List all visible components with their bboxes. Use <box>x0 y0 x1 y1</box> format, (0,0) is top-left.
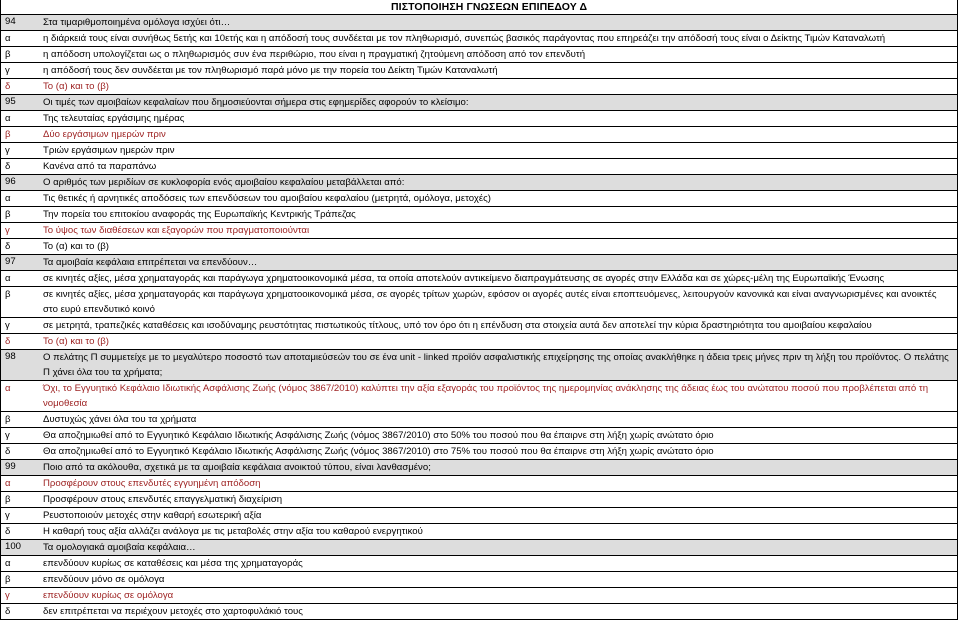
answer-option <box>1 62 957 78</box>
option-letter: δ <box>5 606 11 617</box>
answer-option-correct <box>1 126 957 142</box>
option-text: σε μετρητά, τραπεζικές καταθέσεις και ισοδύναμης ρευστότητας πιστωτικούς τίτλους, υπό τον όρο ότι η επένδυση στα στοιχεία αυτά δεν αποτελεί την κύρια δραστηριότητα του αμοιβαίου κεφαλαίου <box>43 320 872 331</box>
option-letter: γ <box>5 65 10 76</box>
option-text: Όχι, το Εγγυητικό Κεφάλαιο Ιδιωτικής Ασφάλισης Ζωής (νόμος 3867/2010) καλύπτει την αξία εξαγοράς του προϊόντος της ημερομηνίας ανάκλησης της άδειας έως του ανώτατου ποσού που προβλέπεται από τη νομοθεσία <box>43 383 929 409</box>
answer-option <box>1 46 957 62</box>
answer-option-correct <box>1 380 957 411</box>
option-text: επενδύουν κυρίως σε ομόλογα <box>43 590 174 601</box>
question-number: 98 <box>5 351 16 362</box>
option-letter: γ <box>5 225 10 236</box>
option-text: Της τελευταίας εργάσιμης ημέρας <box>43 113 185 124</box>
answer-option <box>1 411 957 427</box>
answer-option-correct <box>1 587 957 603</box>
answer-option <box>1 110 957 126</box>
question-row <box>1 539 957 555</box>
question-row <box>1 14 957 30</box>
option-text: επενδύουν μόνο σε ομόλογα <box>43 574 165 585</box>
option-text: Θα αποζημιωθεί από το Εγγυητικό Κεφάλαιο Ιδιωτικής Ασφάλισης Ζωής (νόμος 3867/2010) στο 50% του ποσού που θα έπαιρνε στη λήξη χωρίς ανώτατο όριο <box>43 430 714 441</box>
option-letter: γ <box>5 510 10 521</box>
option-text: η απόδοση υπολογίζεται ως ο πληθωρισμός συν ένα περιθώριο, που είναι η πραγματική ζητούμενη απόδοση από τον επενδυτή <box>43 49 586 60</box>
question-row <box>1 459 957 475</box>
option-letter: α <box>5 33 11 44</box>
question-number: 99 <box>5 461 16 472</box>
question-number: 95 <box>5 96 16 107</box>
option-letter: δ <box>5 526 11 537</box>
option-letter: γ <box>5 145 10 156</box>
option-letter: δ <box>5 81 11 92</box>
answer-option <box>1 571 957 587</box>
option-text: Το (α) και το (β) <box>43 241 109 252</box>
question-text: Τα αμοιβαία κεφάλαια επιτρέπεται να επενδύουν… <box>43 257 258 268</box>
option-text: Κανένα από τα παραπάνω <box>43 161 157 172</box>
question-row <box>1 174 957 190</box>
answer-option <box>1 491 957 507</box>
option-text: επενδύουν κυρίως σε καταθέσεις και μέσα της χρηματαγοράς <box>43 558 303 569</box>
option-letter: α <box>5 113 11 124</box>
option-text: σε κινητές αξίες, μέσα χρηματαγοράς και παράγωγα χρηματοοικονομικά μέσα, τα οποία αποτελούν αντικείμενο διαπραγμάτευσης σε αγορές στην Ελλάδα και σε χώρες-μέλη της Ευρωπαϊκής Ένωσης <box>43 273 885 284</box>
question-text: Οι τιμές των αμοιβαίων κεφαλαίων που δημοσιεύονται σήμερα στις εφημερίδες αφορούν το κλείσιμο: <box>43 97 469 108</box>
question-text: Ο πελάτης Π συμμετείχε με το μεγαλύτερο ποσοστό των αποταμιεύσεών του σε ένα unit - linked προϊόν ασφαλιστικής επιχείρησης της οποίας ανακλήθηκε η άδεια τρεις μήνες πριν τη λήξη του προϊόντος. Ο πελάτης Π χάνει όλα του τα χρήματα; <box>43 352 949 378</box>
option-letter: β <box>5 414 11 425</box>
answer-option-correct <box>1 222 957 238</box>
option-text: η απόδοσή τους δεν συνδέεται με τον πληθωρισμό παρά μόνο με την πορεία του Δείκτη Τιμών Καταναλωτή <box>43 65 498 76</box>
question-text: Στα τιμαριθμοποιημένα ομόλογα ισχύει ότι… <box>43 17 231 28</box>
option-letter: δ <box>5 446 11 457</box>
question-text: Ποιο από τα ακόλουθα, σχετικά με τα αμοιβαία κεφάλαια ανοικτού τύπου, είναι λανθασμένο; <box>43 462 431 473</box>
option-letter: α <box>5 478 11 489</box>
option-text: Το (α) και το (β) <box>43 81 109 92</box>
option-text: Δύο εργάσιμων ημερών πριν <box>43 129 166 140</box>
option-letter: β <box>5 49 11 60</box>
option-letter: δ <box>5 336 11 347</box>
answer-option <box>1 30 957 46</box>
option-text: Η καθαρή τους αξία αλλάζει ανάλογα με τις μεταβολές στην αξία του καθαρού ενεργητικού <box>43 526 423 537</box>
answer-option <box>1 238 957 254</box>
question-row <box>1 94 957 110</box>
option-text: Την πορεία του επιτοκίου αναφοράς της Ευρωπαϊκής Κεντρικής Τράπεζας <box>43 209 356 220</box>
option-letter: γ <box>5 590 10 601</box>
question-row <box>1 254 957 270</box>
answer-option <box>1 286 957 317</box>
option-letter: δ <box>5 161 11 172</box>
question-number: 94 <box>5 16 16 27</box>
option-letter: α <box>5 383 11 394</box>
option-text: Ρευστοποιούν μετοχές στην καθαρή εσωτερική αξία <box>43 510 262 521</box>
answer-option <box>1 443 957 459</box>
option-text: Το (α) και το (β) <box>43 336 109 347</box>
answer-option <box>1 523 957 539</box>
answer-option <box>1 427 957 443</box>
title-row <box>1 0 957 14</box>
option-letter: γ <box>5 430 10 441</box>
option-letter: δ <box>5 241 11 252</box>
option-letter: γ <box>5 320 10 331</box>
answer-option-correct <box>1 475 957 491</box>
page-title: ΠΙΣΤΟΠΟΙΗΣΗ ΓΝΩΣΕΩΝ ΕΠΙΠΕΔΟΥ Δ <box>391 1 588 13</box>
option-text: Το ύψος των διαθέσεων και εξαγορών που πραγματοποιούνται <box>43 225 310 236</box>
option-text: Τριών εργάσιμων ημερών πριν <box>43 145 175 156</box>
answer-option <box>1 270 957 286</box>
answer-option <box>1 158 957 174</box>
answer-option <box>1 507 957 523</box>
option-letter: β <box>5 209 11 220</box>
answer-option <box>1 142 957 158</box>
answer-option <box>1 206 957 222</box>
answer-option <box>1 190 957 206</box>
question-row <box>1 349 957 380</box>
option-letter: α <box>5 558 11 569</box>
answer-option-correct <box>1 333 957 349</box>
answer-option-correct <box>1 78 957 94</box>
option-text: Προσφέρουν στους επενδυτές εγγυημένη απόδοση <box>43 478 261 489</box>
answer-option <box>1 603 957 620</box>
option-text: Θα αποζημιωθεί από το Εγγυητικό Κεφάλαιο Ιδιωτικής Ασφάλισης Ζωής (νόμος 3867/2010) στο 75% του ποσού που θα έπαιρνε στη λήξη χωρίς ανώτατο όριο <box>43 446 714 457</box>
answer-option <box>1 555 957 571</box>
option-letter: β <box>5 129 11 140</box>
option-text: Προσφέρουν στους επενδυτές επαγγελματική διαχείριση <box>43 494 283 505</box>
question-number: 96 <box>5 176 16 187</box>
question-text: Ο αριθμός των μεριδίων σε κυκλοφορία ενός αμοιβαίου κεφαλαίου μεταβάλλεται από: <box>43 177 405 188</box>
option-text: δεν επιτρέπεται να περιέχουν μετοχές στο χαρτοφυλάκιό τους <box>43 606 303 617</box>
answer-option <box>1 317 957 333</box>
option-text: Τις θετικές ή αρνητικές αποδόσεις των επενδύσεων του αμοιβαίου κεφαλαίου (μετρητά, ομόλογα, μετοχές) <box>43 193 491 204</box>
question-number: 100 <box>5 541 22 552</box>
option-text: σε κινητές αξίες, μέσα χρηματαγοράς και παράγωγα χρηματοοικονομικά μέσα, σε αγορές τρίτων χωρών, εφόσον οι αγορές αυτές είναι εποπτευόμενες, λειτουργούν κανονικά και είναι αναγνωρισμένες και ανοικτές στο ευρύ επενδυτικό κοινό <box>43 289 937 315</box>
option-letter: α <box>5 273 11 284</box>
option-text: η διάρκειά τους είναι συνήθως 5ετής και 10ετής και η απόδοσή τους συνδέεται με τον πληθωρισμό, συνεπώς βασικός παράγοντας που επηρεάζει την απόδοσή τους είναι ο Δείκτης Τιμών Καταναλωτή <box>43 33 886 44</box>
question-text: Τα ομολογιακά αμοιβαία κεφάλαια… <box>43 542 196 553</box>
option-text: Δυστυχώς χάνει όλα του τα χρήματα <box>43 414 197 425</box>
option-letter: α <box>5 193 11 204</box>
question-number: 97 <box>5 256 16 267</box>
option-letter: β <box>5 494 11 505</box>
option-letter: β <box>5 289 11 300</box>
option-letter: β <box>5 574 11 585</box>
